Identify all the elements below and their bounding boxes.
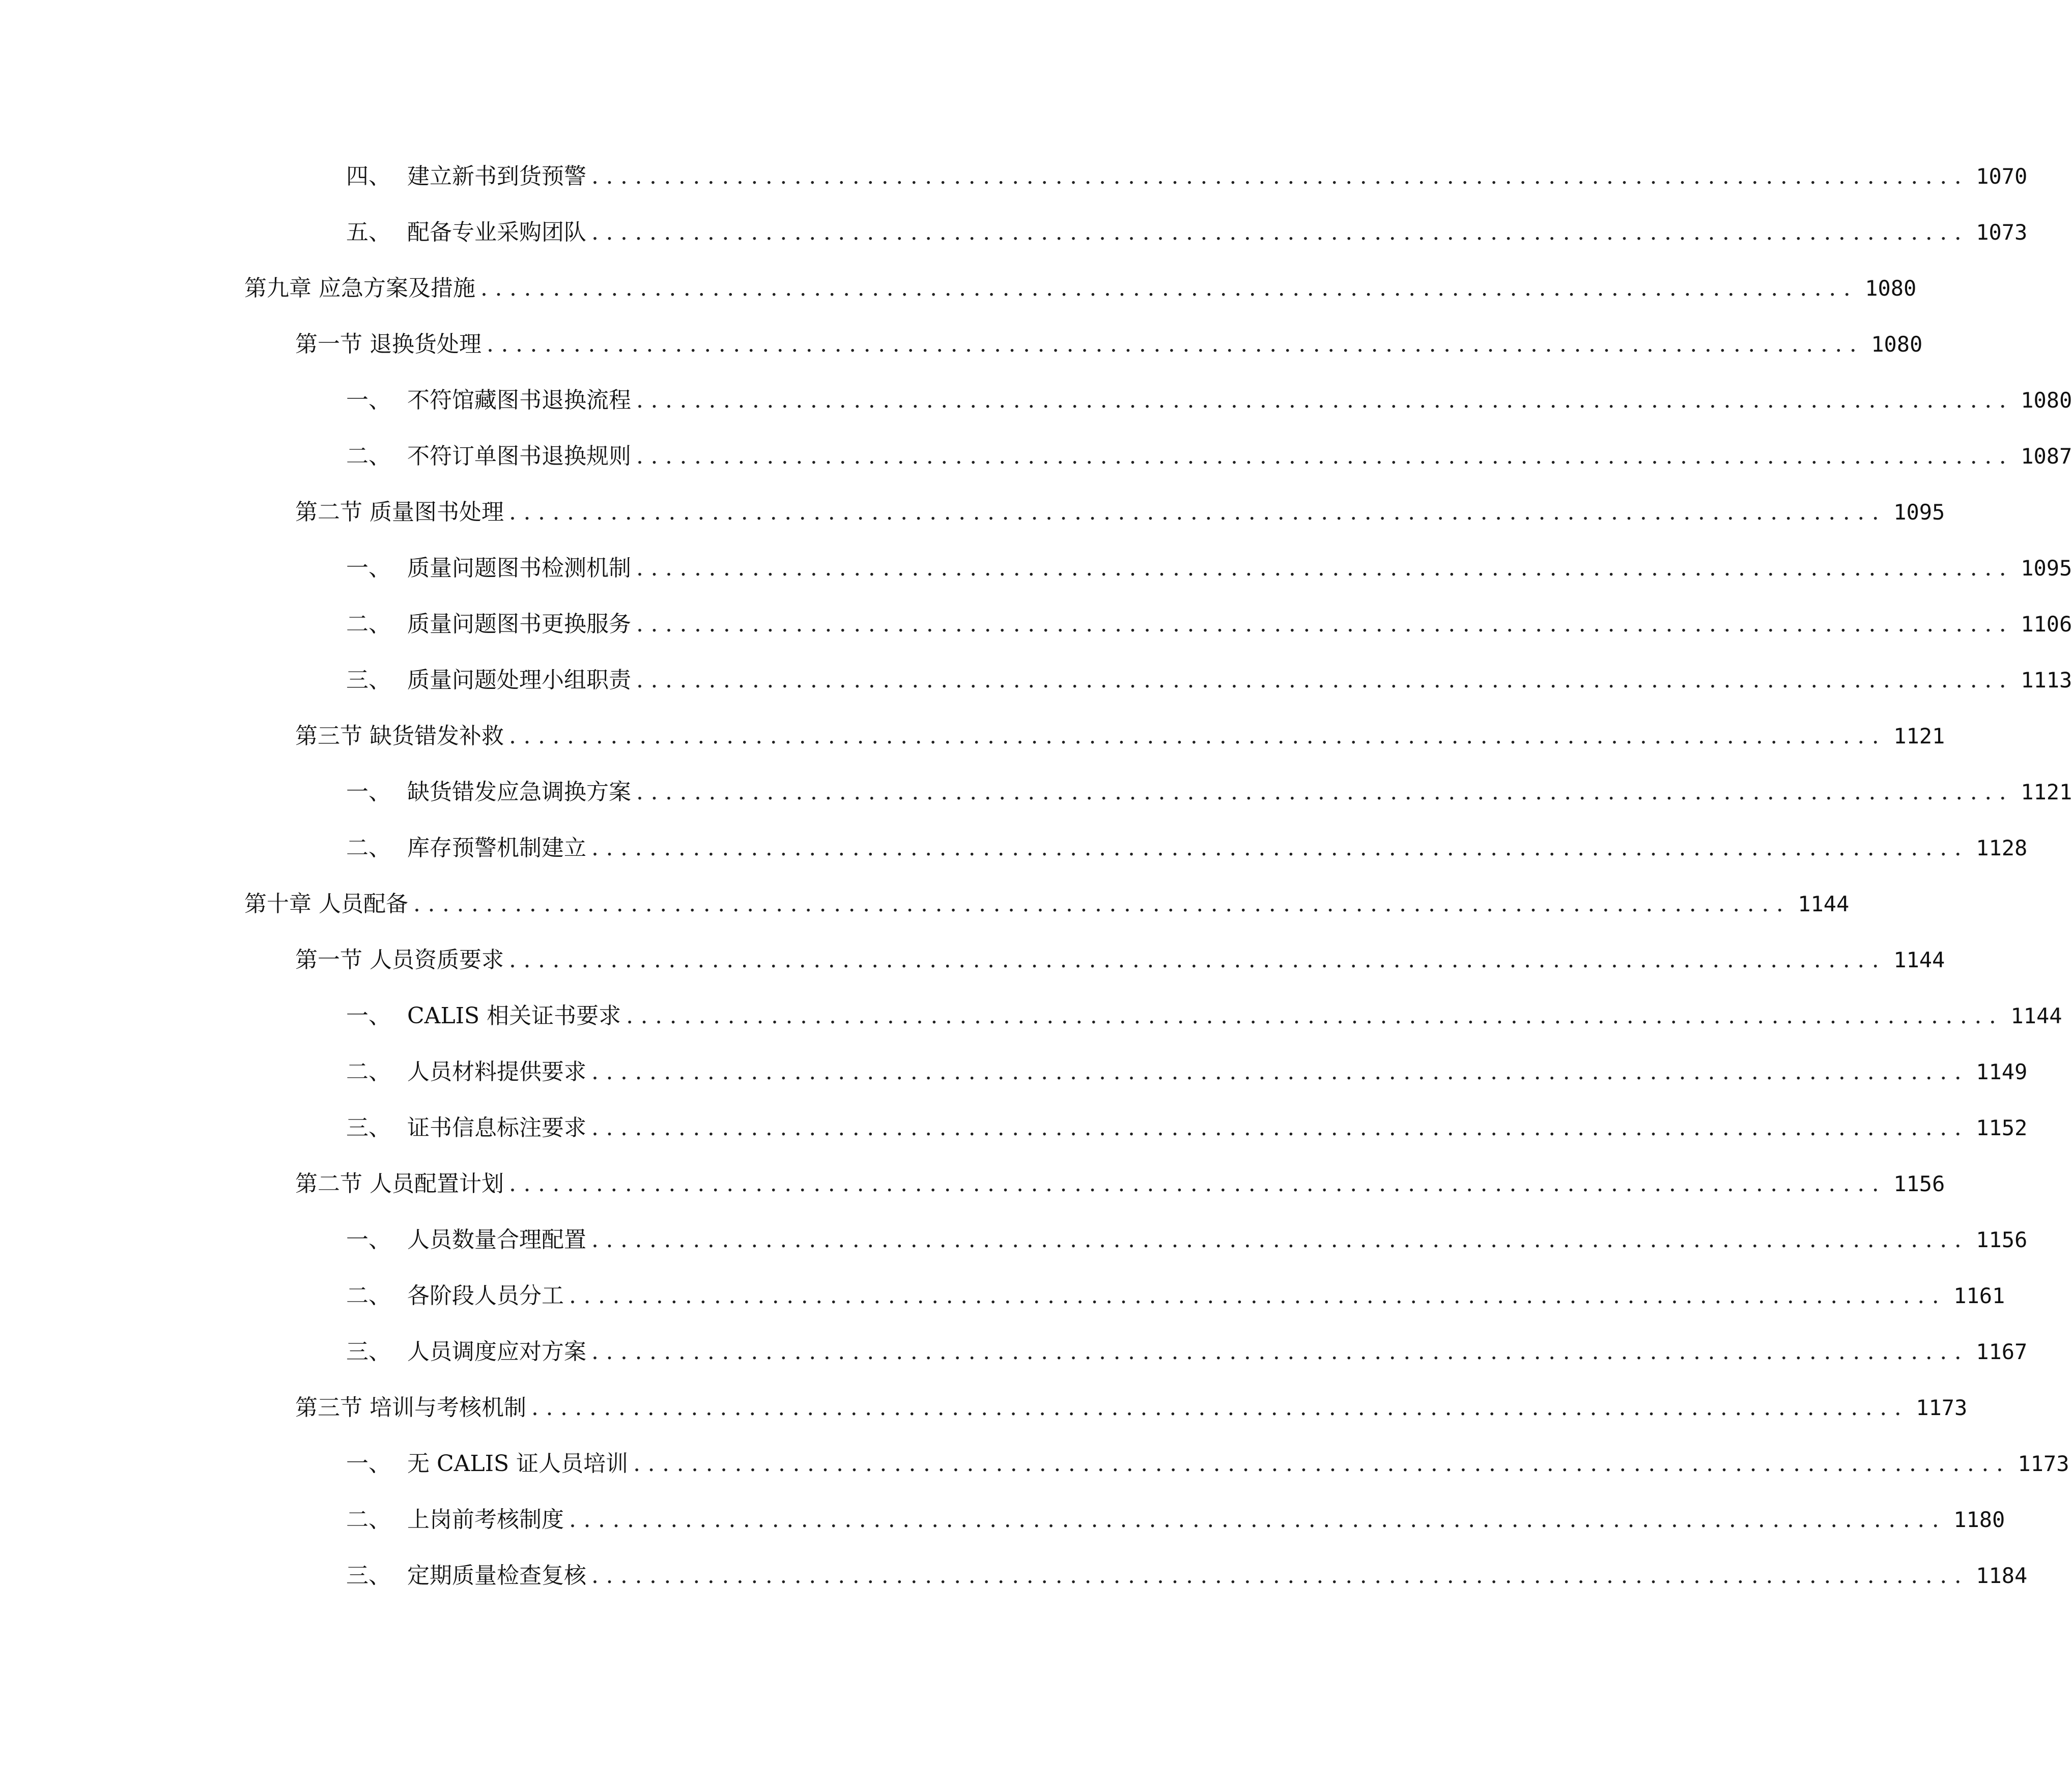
toc-page-number: 1121 [2021, 780, 2072, 804]
toc-page-number: 1073 [1976, 220, 2028, 245]
toc-entry-prefix: 二、 [346, 1507, 391, 1533]
toc-entry-title: 各阶段人员分工 [407, 1283, 564, 1309]
toc-entry-body [407, 660, 2072, 701]
toc-entry-body [407, 604, 2072, 645]
toc-page-number: 1152 [1976, 1115, 2028, 1140]
toc-entry-title: 质量问题图书检测机制 [407, 555, 631, 581]
toc-entry-body [407, 828, 2028, 869]
toc-dot-leader: ............................................................................................... [636, 667, 2014, 693]
toc-dot-leader: ............................................................................................... [626, 1003, 2004, 1029]
toc-dot-leader: ............................................................................................... [591, 219, 1969, 245]
toc-entry-body [295, 1388, 1968, 1428]
toc-entry-body [295, 716, 1945, 757]
toc-entry-title: 第三节 培训与考核机制 [295, 1395, 526, 1421]
toc-entry-body [407, 212, 2028, 253]
toc-page-number: 1087 [2021, 444, 2072, 469]
toc-entry-title: 不符馆藏图书退换流程 [407, 387, 631, 413]
toc-entry-body [407, 1500, 2005, 1540]
toc-entry-title: 配备专业采购团队 [407, 219, 586, 245]
toc-entry-item[interactable] [0, 1220, 2028, 1260]
toc-entry-prefix: 二、 [346, 611, 391, 637]
toc-page-number: 1184 [1976, 1563, 2028, 1588]
toc-entry-title: 第二节 人员配置计划 [295, 1171, 504, 1197]
toc-entry-prefix: 一、 [346, 1003, 391, 1029]
toc-dot-leader: ............................................................................................... [591, 1339, 1969, 1365]
toc-entry-prefix: 三、 [346, 1563, 391, 1589]
toc-entry-prefix: 二、 [346, 1283, 391, 1309]
toc-entry-prefix: 五、 [346, 219, 391, 245]
toc-dot-leader: ............................................................................................... [480, 275, 1858, 301]
toc-entry-item[interactable] [0, 156, 2028, 197]
toc-page-number: 1128 [1976, 836, 2028, 860]
toc-entry-section[interactable] [0, 1388, 1968, 1428]
toc-page-number: 1180 [1953, 1507, 2005, 1532]
toc-dot-leader: ............................................................................................... [591, 1563, 1969, 1589]
toc-entry-body [244, 884, 1850, 925]
toc-page-number: 1161 [1953, 1283, 2005, 1308]
toc-dot-leader: ............................................................................................... [591, 163, 1969, 189]
toc-page-number: 1156 [1976, 1227, 2028, 1252]
toc-entry-body [407, 996, 2062, 1037]
toc-dot-leader: ............................................................................................... [591, 1227, 1969, 1253]
toc-entry-title: 第十章 人员配备 [244, 891, 408, 917]
toc-entry-body [244, 268, 1917, 309]
toc-dot-leader: ............................................................................................... [509, 947, 1887, 973]
toc-entry-body [295, 324, 1923, 365]
toc-entry-title: 建立新书到货预警 [407, 163, 586, 189]
toc-entry-title: 证书信息标注要求 [407, 1115, 586, 1141]
toc-entry-title: 人员材料提供要求 [407, 1059, 586, 1085]
toc-entry-chapter[interactable] [0, 268, 1917, 309]
toc-entry-prefix: 三、 [346, 1339, 391, 1365]
toc-dot-leader: ............................................................................................... [413, 891, 1791, 917]
toc-dot-leader: ............................................................................................... [636, 555, 2014, 581]
toc-entry-item[interactable] [0, 1556, 2028, 1596]
toc-entry-prefix: 二、 [346, 835, 391, 861]
toc-page-number: 1149 [1976, 1059, 2028, 1084]
toc-entry-body [295, 1164, 1945, 1204]
toc-entry-item[interactable] [0, 772, 2072, 813]
toc-entry-title: 无 CALIS 证人员培训 [407, 1451, 629, 1477]
toc-entry-section[interactable] [0, 492, 1945, 533]
toc-page-number: 1095 [1893, 500, 1945, 525]
toc-entry-item[interactable] [0, 604, 2072, 645]
toc-entry-prefix: 四、 [346, 163, 391, 189]
toc-entry-title: 缺货错发应急调换方案 [407, 779, 631, 805]
toc-entry-body [407, 548, 2072, 589]
toc-entry-prefix: 一、 [346, 779, 391, 805]
toc-dot-leader: ............................................................................................... [509, 1171, 1887, 1197]
toc-page-number: 1167 [1976, 1339, 2028, 1364]
toc-entry-body [407, 1220, 2028, 1260]
toc-entry-item[interactable] [0, 1500, 2005, 1540]
toc-entry-item[interactable] [0, 1052, 2028, 1092]
toc-entry-body [407, 1052, 2028, 1092]
toc-page-number: 1080 [1871, 332, 1923, 357]
toc-entry-title: 不符订单图书退换规则 [407, 443, 631, 469]
toc-dot-leader: ............................................................................................... [591, 1115, 1969, 1141]
toc-page-number: 1080 [1865, 276, 1917, 301]
toc-entry-body [407, 772, 2072, 813]
toc-entry-prefix: 一、 [346, 555, 391, 581]
toc-page-number: 1080 [2021, 388, 2072, 413]
toc-entry-body [407, 1332, 2028, 1372]
toc-entry-title: 库存预警机制建立 [407, 835, 586, 861]
toc-dot-leader: ............................................................................................... [569, 1283, 1947, 1309]
toc-entry-section[interactable] [0, 940, 1945, 981]
toc-entry-item[interactable] [0, 996, 2062, 1037]
toc-entry-title: 质量问题图书更换服务 [407, 611, 631, 637]
toc-entry-prefix: 一、 [346, 1451, 391, 1477]
toc-page-number: 1095 [2021, 556, 2072, 581]
toc-entry-title: 第九章 应急方案及措施 [244, 275, 475, 301]
toc-entry-item[interactable] [0, 548, 2072, 589]
toc-dot-leader: ............................................................................................... [633, 1451, 2011, 1477]
toc-page-number: 1113 [2021, 668, 2072, 693]
toc-entry-prefix: 三、 [346, 1115, 391, 1141]
toc-entry-body [407, 1108, 2028, 1148]
toc-entry-title: 第三节 缺货错发补救 [295, 723, 504, 749]
toc-entry-prefix: 一、 [346, 387, 391, 413]
toc-entry-body [407, 1444, 2069, 1484]
toc-entry-prefix: 一、 [346, 1227, 391, 1253]
toc-entry-title: 上岗前考核制度 [407, 1507, 564, 1533]
toc-entry-body [407, 380, 2072, 421]
toc-entry-body [295, 940, 1945, 981]
toc-entry-body [295, 492, 1945, 533]
toc-dot-leader: ............................................................................................... [636, 779, 2014, 805]
toc-dot-leader: ............................................................................................... [569, 1507, 1947, 1533]
toc-dot-leader: ............................................................................................... [636, 443, 2014, 469]
toc-entry-item[interactable] [0, 828, 2028, 869]
toc-page-number: 1144 [1798, 891, 1850, 916]
toc-entry-title: 第一节 人员资质要求 [295, 947, 504, 973]
toc-page-number: 1156 [1893, 1171, 1945, 1196]
toc-entry-prefix: 二、 [346, 1059, 391, 1085]
toc-entry-title: CALIS 相关证书要求 [407, 1003, 621, 1029]
toc-page-number: 1070 [1976, 164, 2028, 189]
toc-entry-body [407, 156, 2028, 197]
toc-dot-leader: ............................................................................................... [509, 723, 1887, 749]
toc-page-number: 1121 [1893, 724, 1945, 748]
toc-dot-leader: ............................................................................................... [531, 1395, 1909, 1421]
toc-entry-item[interactable] [0, 1332, 2028, 1372]
toc-dot-leader: ............................................................................................... [487, 331, 1864, 357]
toc-page-number: 1173 [2018, 1451, 2069, 1476]
toc-entry-item[interactable] [0, 212, 2028, 253]
toc-entry-item[interactable] [0, 1276, 2005, 1316]
toc-entry-title: 第二节 质量图书处理 [295, 499, 504, 525]
toc-entry-section[interactable] [0, 324, 1923, 365]
toc-entry-body [407, 1556, 2028, 1596]
toc-entry-title: 人员数量合理配置 [407, 1227, 586, 1253]
toc-entry-item[interactable] [0, 660, 2072, 701]
toc-entry-item[interactable] [0, 1108, 2028, 1148]
toc-entry-title: 人员调度应对方案 [407, 1339, 586, 1365]
toc-dot-leader: ............................................................................................... [509, 499, 1887, 525]
toc-entry-item[interactable] [0, 1444, 2069, 1484]
toc-page-number: 1106 [2021, 612, 2072, 637]
toc-entry-section[interactable] [0, 716, 1945, 757]
toc-page-number: 1144 [2010, 1003, 2062, 1028]
toc-entry-prefix: 二、 [346, 443, 391, 469]
toc-entry-body [407, 436, 2072, 477]
toc-entry-prefix: 三、 [346, 667, 391, 693]
toc-page-number: 1144 [1893, 947, 1945, 972]
toc-page-number: 1173 [1916, 1395, 1968, 1420]
toc-dot-leader: ............................................................................................... [636, 387, 2014, 413]
toc-entry-item[interactable] [0, 436, 2072, 477]
toc-entry-title: 第一节 退换货处理 [295, 331, 481, 357]
toc-entry-section[interactable] [0, 1164, 1945, 1204]
toc-entry-body [407, 1276, 2005, 1316]
toc-entry-title: 定期质量检查复核 [407, 1563, 586, 1589]
toc-dot-leader: ............................................................................................... [591, 835, 1969, 861]
toc-entry-title: 质量问题处理小组职责 [407, 667, 631, 693]
toc-dot-leader: ............................................................................................... [636, 611, 2014, 637]
toc-entry-item[interactable] [0, 380, 2072, 421]
toc-dot-leader: ............................................................................................... [591, 1059, 1969, 1085]
toc-entry-chapter[interactable] [0, 884, 1850, 925]
